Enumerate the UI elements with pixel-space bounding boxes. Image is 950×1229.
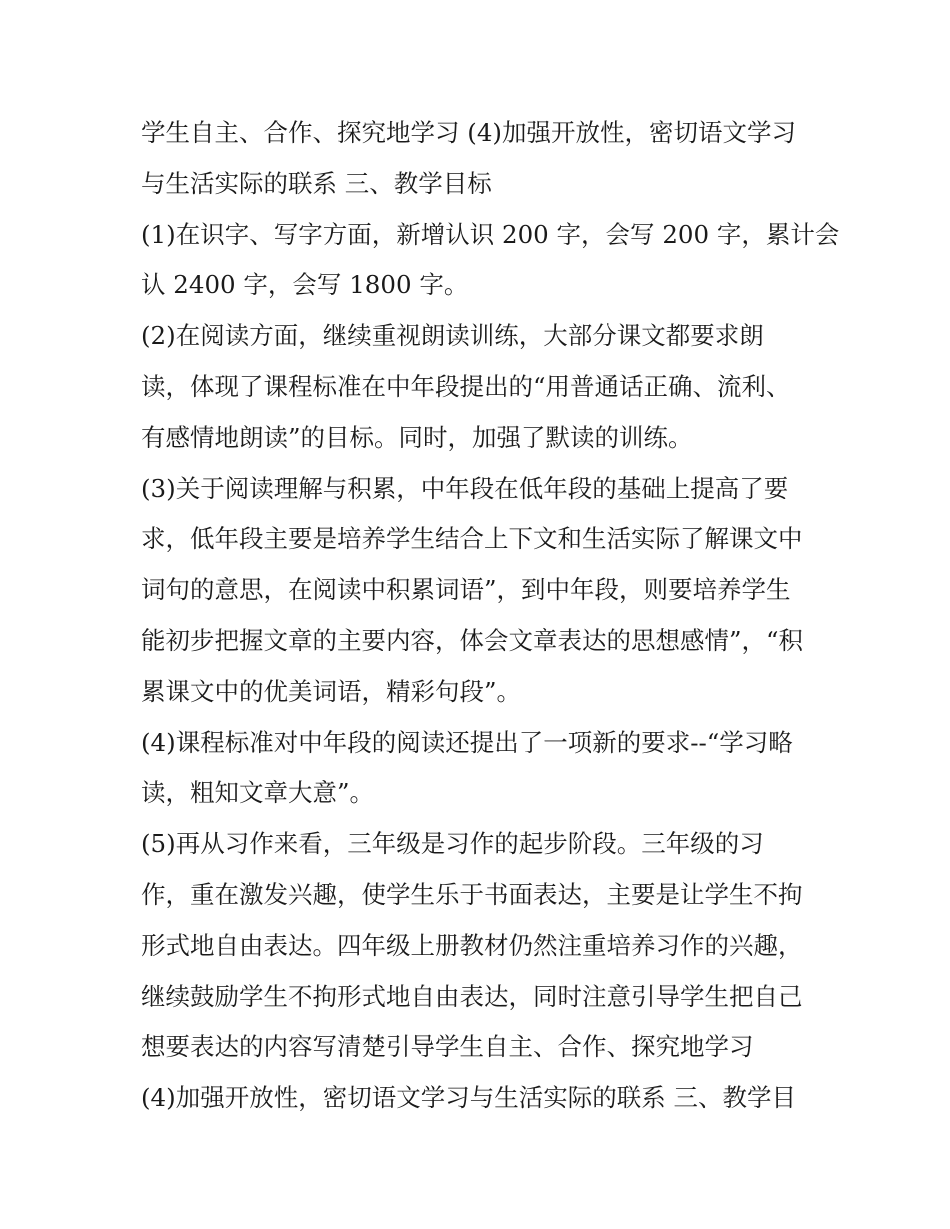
text-line: 读，粗知文章大意”。 — [141, 778, 375, 808]
text-line: 累课文中的优美词语，精彩句段”。 — [141, 676, 522, 706]
text-line: (3)关于阅读理解与积累，中年段在低年段的基础上提高了要 — [141, 473, 789, 503]
text-line: (4)课程标准对中年段的阅读还提出了一项新的要求--“学习略 — [141, 727, 793, 757]
text-line: (5)再从习作来看，三年级是习作的起步阶段。三年级的习 — [141, 829, 764, 859]
text-line: 学生自主、合作、探究地学习 (4)加强开放性，密切语文学习 — [141, 118, 796, 147]
text-line: (2)在阅读方面，继续重视朗读训练，大部分课文都要求朗 — [141, 321, 764, 351]
text-line: 有感情地朗读”的目标。同时，加强了默读的训练。 — [141, 422, 693, 452]
text-line: (1)在识字、写字方面，新增认识 200 字，会写 200 字，累计会 — [141, 219, 840, 249]
document-body — [141, 108, 840, 1124]
text-line: 继续鼓励学生不拘形式地自由表达，同时注意引导学生把自己 — [141, 981, 803, 1011]
text-line: 认 2400 字，会写 1800 字。 — [141, 270, 469, 300]
text-line: 作，重在激发兴趣，使学生乐于书面表达，主要是让学生不拘 — [141, 879, 803, 909]
text-line: 词句的意思，在阅读中积累词语”，到中年段，则要培养学生 — [141, 575, 791, 605]
text-line: 形式地自由表达。四年级上册教材仍然注重培养习作的兴趣， — [141, 930, 803, 960]
text-line: 想要表达的内容写清楚引导学生自主、合作、探究地学习 — [141, 1032, 754, 1062]
text-line: 与生活实际的联系 三、教学目标 — [141, 168, 492, 198]
text-line: 读，体现了课程标准在中年段提出的“用普通话正确、流利、 — [141, 371, 791, 401]
text-line: 能初步把握文章的主要内容，体会文章表达的思想感情”，“积 — [141, 625, 804, 655]
text-line: 求，低年段主要是培养学生结合上下文和生活实际了解课文中 — [141, 524, 803, 554]
text-line: (4)加强开放性，密切语文学习与生活实际的联系 三、教学目 — [141, 1083, 796, 1113]
